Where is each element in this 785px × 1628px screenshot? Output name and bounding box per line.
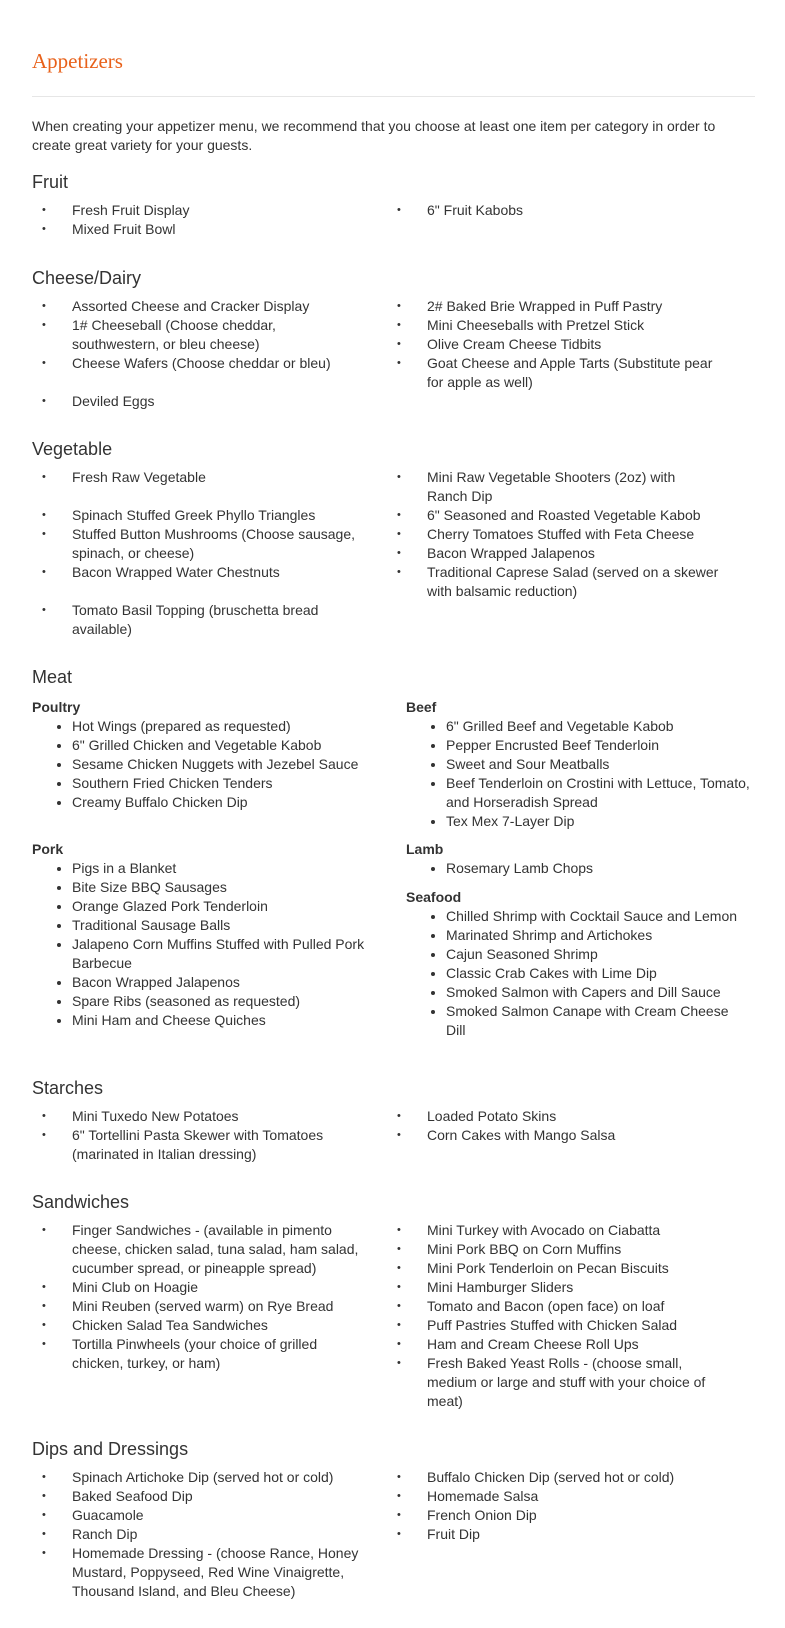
list-item: • Stuffed Button Mushrooms (Choose sausage, spinach, or cheese) — [32, 525, 364, 563]
list-item: • Homemade Dressing - (choose Rance, Honey Mustard, Poppyseed, Red Wine Vinaigrette, Thousand Island, and Bleu Cheese) — [32, 1544, 364, 1601]
poultry-list — [32, 717, 372, 812]
list-item: • French Onion Dip — [387, 1506, 719, 1525]
list-item: • Hot Wings (prepared as requested) — [72, 717, 372, 736]
list-item: • Mini Tuxedo New Potatoes — [32, 1107, 364, 1126]
cheese-list-left — [32, 297, 364, 411]
seafood-list — [406, 907, 746, 1040]
list-item: • Mixed Fruit Bowl — [32, 220, 364, 239]
list-item: • Buffalo Chicken Dip (served hot or cold) — [387, 1468, 719, 1487]
list-item: • Mini Ham and Cheese Quiches — [72, 1011, 372, 1030]
section-heading-sandwiches: Sandwiches — [32, 1192, 130, 1212]
list-item: • Traditional Caprese Salad (served on a skewer with balsamic reduction) — [387, 563, 719, 601]
list-item: • Guacamole — [32, 1506, 364, 1525]
list-item: • 6" Grilled Chicken and Vegetable Kabob — [72, 736, 372, 755]
section-heading-starches: Starches — [32, 1078, 104, 1098]
list-item: • Fruit Dip — [387, 1525, 719, 1544]
list-item: • Bacon Wrapped Water Chestnuts — [32, 563, 364, 582]
fruit-list-left — [32, 201, 364, 239]
list-item: • Cherry Tomatoes Stuffed with Feta Cheese — [387, 525, 719, 544]
list-item: • Mini Hamburger Sliders — [387, 1278, 719, 1297]
list-item: • Spinach Stuffed Greek Phyllo Triangles — [32, 506, 364, 525]
list-item: • Ham and Cream Cheese Roll Ups — [387, 1335, 719, 1354]
list-item: • Cajun Seasoned Shrimp — [446, 945, 746, 964]
fruit-list-right — [387, 201, 719, 220]
list-item: • Smoked Salmon with Capers and Dill Sauce — [446, 983, 746, 1002]
list-item: • Sweet and Sour Meatballs — [446, 755, 755, 774]
starches-list-right — [387, 1107, 719, 1145]
sandwiches-list-left — [32, 1221, 370, 1373]
list-item: • Mini Raw Vegetable Shooters (2oz) with Ranch Dip — [387, 468, 719, 506]
list-item: • 6" Seasoned and Roasted Vegetable Kabob — [387, 506, 719, 525]
list-item: • Creamy Buffalo Chicken Dip — [72, 793, 372, 812]
subheading-seafood: Seafood — [406, 889, 462, 905]
dips-list-left — [32, 1468, 364, 1601]
list-item: • Fresh Baked Yeast Rolls - (choose small, medium or large and stuff with your choice of meat) — [387, 1354, 719, 1411]
list-item: • Ranch Dip — [32, 1525, 364, 1544]
list-item: • Pigs in a Blanket — [72, 859, 372, 878]
list-item: • Assorted Cheese and Cracker Display — [32, 297, 364, 316]
section-heading-meat: Meat — [32, 667, 73, 687]
list-item: • Traditional Sausage Balls — [72, 916, 372, 935]
list-item: • Tomato Basil Topping (bruschetta bread available) — [32, 601, 364, 639]
list-item: • Spinach Artichoke Dip (served hot or cold) — [32, 1468, 364, 1487]
vegetable-list-right — [387, 468, 719, 601]
page-title: Appetizers — [32, 49, 123, 73]
list-item: • Bite Size BBQ Sausages — [72, 878, 372, 897]
sandwiches-list-right — [387, 1221, 719, 1411]
starches-list-left — [32, 1107, 364, 1164]
list-item: • Mini Cheeseballs with Pretzel Stick — [387, 316, 719, 335]
list-item: • Chilled Shrimp with Cocktail Sauce and Lemon — [446, 907, 746, 926]
subheading-pork: Pork — [32, 841, 64, 857]
list-item: • 2# Baked Brie Wrapped in Puff Pastry — [387, 297, 719, 316]
list-item: • Chicken Salad Tea Sandwiches — [32, 1316, 370, 1335]
list-item: • Orange Glazed Pork Tenderloin — [72, 897, 372, 916]
list-item: • Olive Cream Cheese Tidbits — [387, 335, 719, 354]
list-item: • Cheese Wafers (Choose cheddar or bleu) — [32, 354, 364, 373]
list-item: • Smoked Salmon Canape with Cream Cheese Dill — [446, 1002, 746, 1040]
list-item: • Corn Cakes with Mango Salsa — [387, 1126, 719, 1145]
section-heading-dips-dressings: Dips and Dressings — [32, 1439, 189, 1459]
section-heading-cheese-dairy: Cheese/Dairy — [32, 268, 142, 288]
list-item: • Tex Mex 7-Layer Dip — [446, 812, 755, 831]
lamb-list — [406, 859, 755, 878]
list-item: • Southern Fried Chicken Tenders — [72, 774, 372, 793]
list-item: • Rosemary Lamb Chops — [446, 859, 755, 878]
list-item: • Fresh Raw Vegetable — [32, 468, 364, 487]
dips-list-right — [387, 1468, 719, 1544]
list-item: • 6" Grilled Beef and Vegetable Kabob — [446, 717, 755, 736]
list-item: • Sesame Chicken Nuggets with Jezebel Sauce — [72, 755, 372, 774]
list-item: • Classic Crab Cakes with Lime Dip — [446, 964, 746, 983]
list-item: • Bacon Wrapped Jalapenos — [387, 544, 719, 563]
subheading-poultry: Poultry — [32, 699, 81, 715]
list-item: • Spare Ribs (seasoned as requested) — [72, 992, 372, 1011]
list-item: • Homemade Salsa — [387, 1487, 719, 1506]
list-item: • 6" Fruit Kabobs — [387, 201, 719, 220]
divider — [32, 96, 755, 97]
list-item: • Goat Cheese and Apple Tarts (Substitute pear for apple as well) — [387, 354, 719, 392]
list-item: • Mini Reuben (served warm) on Rye Bread — [32, 1297, 370, 1316]
list-item: • Finger Sandwiches - (available in pimento cheese, chicken salad, tuna salad, ham salad, cucumber spread, or pineapple spread) — [32, 1221, 370, 1278]
cheese-list-right — [387, 297, 719, 392]
list-item: • Mini Pork Tenderloin on Pecan Biscuits — [387, 1259, 719, 1278]
section-heading-vegetable: Vegetable — [32, 439, 113, 459]
list-item: • Mini Club on Hoagie — [32, 1278, 370, 1297]
beef-list — [406, 717, 755, 831]
list-item: • Deviled Eggs — [32, 392, 364, 411]
subheading-beef: Beef — [406, 699, 437, 715]
list-item: • Mini Pork BBQ on Corn Muffins — [387, 1240, 719, 1259]
list-item: • Pepper Encrusted Beef Tenderloin — [446, 736, 755, 755]
list-item: • Bacon Wrapped Jalapenos — [72, 973, 372, 992]
list-item: • 6" Tortellini Pasta Skewer with Tomatoes (marinated in Italian dressing) — [32, 1126, 364, 1164]
vegetable-list-left — [32, 468, 364, 639]
list-item: • Mini Turkey with Avocado on Ciabatta — [387, 1221, 719, 1240]
list-item: • Jalapeno Corn Muffins Stuffed with Pulled Pork Barbecue — [72, 935, 372, 973]
pork-list — [32, 859, 372, 1030]
list-item: • Puff Pastries Stuffed with Chicken Salad — [387, 1316, 719, 1335]
list-item: • 1# Cheeseball (Choose cheddar, southwestern, or bleu cheese) — [32, 316, 364, 354]
section-heading-fruit: Fruit — [32, 172, 68, 192]
list-item: • Marinated Shrimp and Artichokes — [446, 926, 746, 945]
list-item: • Loaded Potato Skins — [387, 1107, 719, 1126]
intro-text: When creating your appetizer menu, we recommend that you choose at least one item per category in order to create great variety for your guests. — [32, 118, 716, 153]
list-item: • Tomato and Bacon (open face) on loaf — [387, 1297, 719, 1316]
list-item: • Baked Seafood Dip — [32, 1487, 364, 1506]
list-item: • Fresh Fruit Display — [32, 201, 364, 220]
list-item: • Tortilla Pinwheels (your choice of grilled chicken, turkey, or ham) — [32, 1335, 370, 1373]
subheading-lamb: Lamb — [406, 841, 444, 857]
list-item: • Beef Tenderloin on Crostini with Lettuce, Tomato, and Horseradish Spread — [446, 774, 755, 812]
